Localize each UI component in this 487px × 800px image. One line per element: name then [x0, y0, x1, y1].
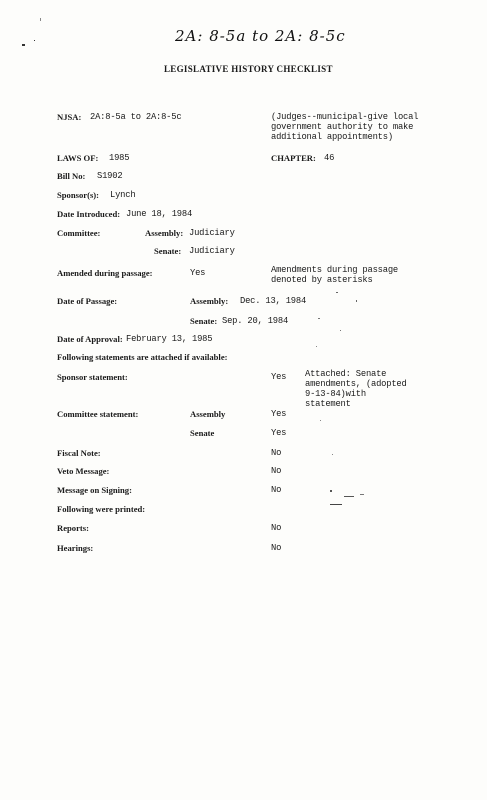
committee-statement-assembly-label: Assembly — [190, 409, 226, 419]
date-of-approval-value: February 13, 1985 — [126, 334, 213, 344]
bill-no-value: S1902 — [97, 171, 123, 181]
hearings-label: Hearings: — [57, 543, 94, 553]
veto-message-label: Veto Message: — [57, 466, 110, 476]
date-introduced-value: June 18, 1984 — [126, 209, 193, 219]
fiscal-note-value: No — [271, 448, 282, 458]
reports-value: No — [271, 523, 282, 533]
committee-statement-senate-label: Senate — [190, 428, 215, 438]
laws-of-value: 1985 — [109, 153, 130, 163]
committee-statement-assembly-value: Yes — [271, 409, 287, 419]
sponsor-statement-label: Sponsor statement: — [57, 372, 128, 382]
reports-label: Reports: — [57, 523, 89, 533]
message-on-signing-value: No — [271, 485, 282, 495]
committee-assembly-label: Assembly: — [145, 228, 184, 238]
passage-assembly-value: Dec. 13, 1984 — [240, 296, 307, 306]
printed-header: Following were printed: — [57, 504, 146, 514]
chapter-label: CHAPTER: — [271, 153, 316, 163]
amended-note: Amendments during passage denoted by asterisks — [271, 265, 398, 285]
sponsors-value: Lynch — [110, 190, 136, 200]
hearings-value: No — [271, 543, 282, 553]
fiscal-note-label: Fiscal Note: — [57, 448, 101, 458]
committee-label: Committee: — [57, 228, 101, 238]
passage-senate-label: Senate: — [190, 316, 218, 326]
committee-statement-senate-value: Yes — [271, 428, 287, 438]
date-of-approval-label: Date of Approval: — [57, 334, 123, 344]
committee-statement-label: Committee statement: — [57, 409, 139, 419]
bill-no-label: Bill No: — [57, 171, 86, 181]
message-on-signing-label: Message on Signing: — [57, 485, 132, 495]
chapter-value: 46 — [324, 153, 335, 163]
description: (Judges--municipal-give local government authority to make additional appointments) — [271, 112, 419, 142]
veto-message-value: No — [271, 466, 282, 476]
passage-senate-value: Sep. 20, 1984 — [222, 316, 289, 326]
sponsor-statement-value: Yes — [271, 372, 287, 382]
page-title: LEGISLATIVE HISTORY CHECKLIST — [164, 64, 333, 74]
passage-assembly-label: Assembly: — [190, 296, 229, 306]
njsa-label: NJSA: — [57, 112, 82, 122]
attached-header: Following statements are attached if available: — [57, 352, 228, 362]
amended-label: Amended during passage: — [57, 268, 153, 278]
sponsor-statement-note: Attached: Senate amendments, (adopted 9-13-84)with statement — [305, 369, 407, 409]
committee-assembly-value: Judiciary — [189, 228, 235, 238]
amended-value: Yes — [190, 268, 206, 278]
committee-senate-label: Senate: — [154, 246, 182, 256]
handwritten-citation: 2A: 8-5a to 2A: 8-5c — [175, 27, 346, 45]
date-of-passage-label: Date of Passage: — [57, 296, 118, 306]
njsa-value: 2A:8-5a to 2A:8-5c — [90, 112, 182, 122]
sponsors-label: Sponsor(s): — [57, 190, 100, 200]
date-introduced-label: Date Introduced: — [57, 209, 121, 219]
laws-of-label: LAWS OF: — [57, 153, 99, 163]
committee-senate-value: Judiciary — [189, 246, 235, 256]
